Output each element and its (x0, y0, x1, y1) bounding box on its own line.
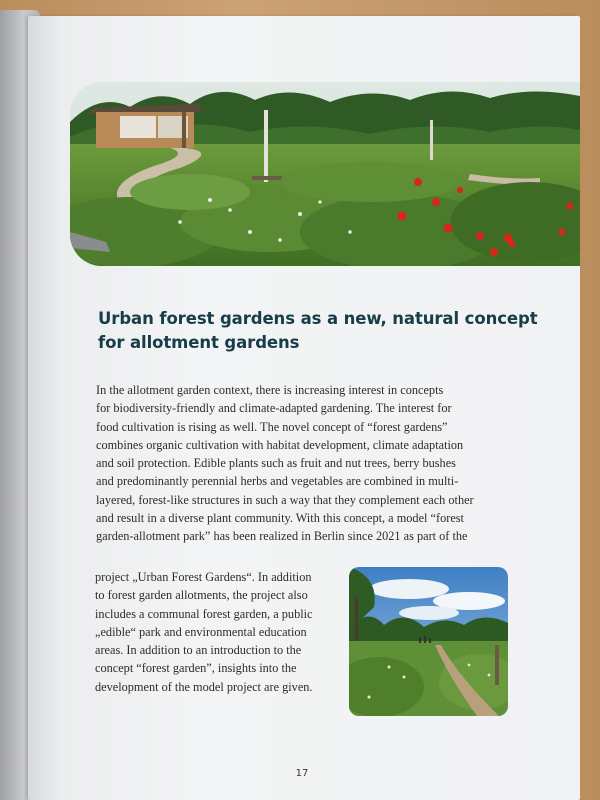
forest-garden-photo (70, 82, 580, 266)
body-line: concept “forest garden”, insights into the (95, 661, 297, 676)
body-line: combines organic cultivation with habitat development, climate adaptation (96, 437, 464, 452)
body-line: In the allotment garden context, there is increasing interest in concepts (96, 383, 444, 397)
park-path-photo (349, 567, 508, 716)
body-line: and result in a diverse plant community. With this concept, a model “forest (96, 511, 464, 526)
body-line: for biodiversity-friendly and climate-adapted gardening. The interest for (96, 401, 452, 416)
intro-paragraph (96, 381, 526, 546)
body-line: areas. In addition to an introduction to the (95, 643, 302, 658)
project-paragraph (95, 568, 340, 696)
title-line-2: for allotment gardens (98, 333, 300, 352)
article-title (98, 307, 538, 355)
body-line: development of the model project are given. (95, 679, 313, 694)
body-line: „edible“ park and environmental education (95, 624, 307, 639)
body-line: garden-allotment park” has been realized in Berlin since 2021 as part of the (96, 529, 468, 544)
body-line: to forest garden allotments, the project also (95, 588, 308, 603)
body-line: project „Urban Forest Gardens“. In addition (95, 570, 312, 584)
page-number: 17 (295, 768, 309, 779)
body-line: and predominantly perennial herbs and vegetables are combined in multi- (96, 474, 459, 489)
body-line: includes a communal forest garden, a public (95, 606, 313, 621)
body-line: layered, forest-like structures in such a way that they complement each other (96, 492, 474, 507)
body-line: food cultivation is rising as well. The novel concept of “forest gardens” (96, 419, 448, 434)
garden-hut-illustration (90, 104, 202, 148)
body-line: and soil protection. Edible plants such as fruit and nut trees, berry bushes (96, 456, 456, 471)
title-line-1: Urban forest gardens as a new, natural concept (98, 309, 538, 328)
